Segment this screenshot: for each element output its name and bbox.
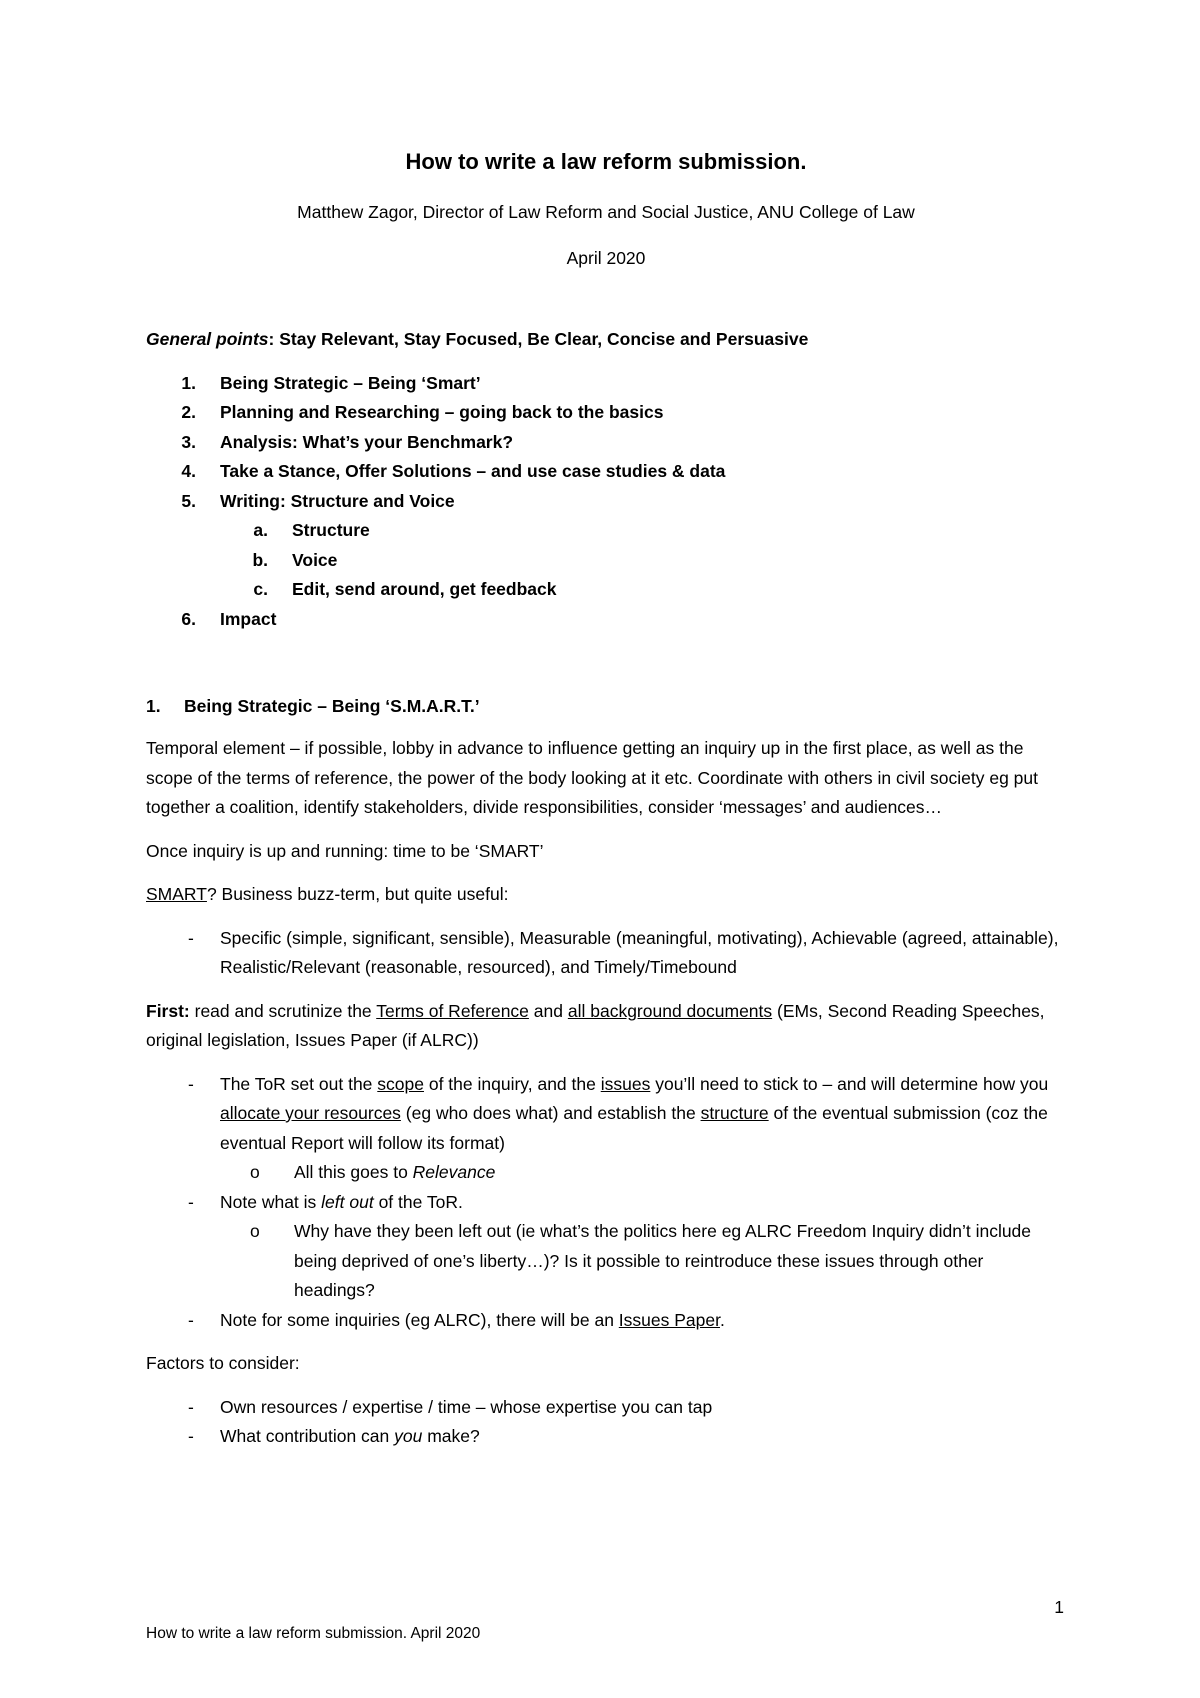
general-points	[146, 327, 1066, 351]
outline-item	[146, 605, 1066, 635]
text-run: of the inquiry, and the	[423, 1073, 601, 1094]
relevance-italic: Relevance	[412, 1162, 496, 1182]
document-title: How to write a law reform submission.	[405, 149, 807, 174]
text-run: and	[528, 1000, 568, 1021]
list-item	[146, 924, 1066, 983]
list-item	[146, 1393, 1066, 1423]
tor-list	[146, 1070, 1066, 1336]
dash-marker: -	[188, 1191, 194, 1212]
general-points-text: Stay Relevant, Stay Focused, Be Clear, Concise and Persuasive	[279, 329, 809, 349]
outline-item-text: Voice	[292, 549, 338, 570]
list-item	[146, 1422, 1066, 1452]
dash-marker: -	[188, 927, 194, 948]
smart-definition-paragraph	[146, 880, 1066, 910]
outline-item-number: 1.	[181, 372, 196, 393]
sub-list-item-text: Why have they been left out (ie what’s the politics here eg ALRC Freedom Inquiry didn’t include being deprived of one’s liberty…)? Is it possible to reintroduce these issues through other headings?	[294, 1221, 1032, 1300]
first-paragraph	[146, 997, 1066, 1056]
outline-item-number: 4.	[181, 461, 196, 481]
sub-list-item	[220, 1217, 1066, 1306]
allocate-resources-underlined: allocate your resources	[220, 1103, 401, 1123]
outline-item-text: Edit, send around, get feedback	[292, 579, 557, 599]
background-documents-underlined: all background documents	[567, 1000, 773, 1021]
text-run: Note what is	[220, 1191, 322, 1212]
smart-intro-paragraph: Once inquiry is up and running: time to be ‘SMART’	[146, 840, 544, 861]
outline-subitem	[146, 516, 1066, 546]
smart-underlined: SMART	[146, 884, 207, 904]
outline-item-number: a.	[253, 520, 268, 540]
dash-marker: -	[188, 1309, 194, 1330]
smart-rest: ? Business buzz-term, but quite useful:	[206, 884, 509, 904]
outline-item-number: 2.	[181, 402, 196, 422]
you-italic: you	[394, 1426, 423, 1446]
outline-item-text: Impact	[220, 608, 277, 629]
outline-item-text: Analysis: What’s your Benchmark?	[220, 431, 514, 452]
outline-item-number: b.	[252, 549, 268, 570]
factors-list	[146, 1393, 1066, 1452]
outline-item-text: Writing: Structure and Voice	[220, 490, 455, 511]
page-number: 1	[1054, 1597, 1064, 1617]
page-content	[146, 148, 1066, 1452]
author-line: Matthew Zagor, Director of Law Reform and Social Justice, ANU College of Law	[297, 202, 915, 222]
outline-item	[146, 457, 1066, 487]
dash-marker: -	[188, 1396, 194, 1417]
outline-item	[146, 369, 1066, 399]
outline-subitem	[146, 575, 1066, 605]
temporal-paragraph: Temporal element – if possible, lobby in advance to influence getting an inquiry up in the first place, as well as the scope of the terms of reference, the power of the body looking at it etc. Coordinate with others in civil society eg put together a coalition, identify stakeholders, divide responsibilities, consider ‘messages’ and audiences…	[146, 738, 1039, 817]
section-number: 1.	[146, 696, 161, 716]
dash-marker: -	[188, 1073, 194, 1094]
circle-marker: o	[250, 1221, 260, 1241]
left-out-italic: left out	[321, 1191, 374, 1212]
smart-list	[146, 924, 1066, 983]
outline-item-text: Being Strategic – Being ‘Smart’	[220, 372, 481, 393]
section-heading-text: Being Strategic – Being ‘S.M.A.R.T.’	[184, 696, 480, 716]
text-run: The ToR set out the	[220, 1073, 378, 1094]
first-label: First:	[146, 1000, 190, 1021]
scope-underlined: scope	[377, 1073, 424, 1094]
section-1-heading	[146, 694, 1066, 718]
text-run: of the eventual submission (coz the eventual Report will follow its format)	[220, 1103, 1048, 1153]
text-run: All this goes to	[294, 1162, 413, 1182]
outline-item-text: Take a Stance, Offer Solutions – and use case studies & data	[220, 461, 726, 481]
terms-of-reference-underlined: Terms of Reference	[376, 1000, 529, 1021]
outline-item-number: 5.	[181, 490, 196, 511]
outline-list	[146, 369, 1066, 635]
text-run: read and scrutinize the	[189, 1000, 377, 1021]
structure-underlined: structure	[700, 1103, 769, 1123]
general-points-colon: :	[268, 329, 280, 349]
issues-underlined: issues	[600, 1073, 651, 1094]
outline-item-number: c.	[253, 579, 268, 599]
text-run: .	[719, 1309, 725, 1330]
factors-label: Factors to consider:	[146, 1353, 300, 1373]
text-run: (EMs, Second Reading Speeches, original legislation, Issues Paper (if ALRC))	[146, 1000, 1045, 1050]
document-date: April 2020	[566, 248, 646, 268]
outline-item-text: Structure	[292, 520, 370, 540]
page-footer: How to write a law reform submission. April 2020	[146, 1625, 481, 1642]
general-points-label: General points	[146, 329, 269, 349]
outline-item-number: 3.	[181, 431, 196, 452]
circle-marker: o	[250, 1162, 260, 1182]
text-run: make?	[422, 1426, 480, 1446]
text-run: Note for some inquiries (eg ALRC), there will be an	[220, 1309, 619, 1330]
list-item-text: Own resources / expertise / time – whose expertise you can tap	[220, 1396, 713, 1417]
outline-item	[146, 487, 1066, 517]
tor-sublist	[220, 1158, 1066, 1188]
outline-item	[146, 428, 1066, 458]
issues-paper-underlined: Issues Paper	[618, 1309, 720, 1330]
list-item-text: Specific (simple, significant, sensible), Measurable (meaningful, motivating), Achievable (agreed, attainable), Realistic/Relevant (reasonable, resourced), and Timely/Timebound	[220, 927, 1059, 977]
outline-item-text: Planning and Researching – going back to the basics	[220, 402, 664, 422]
leftout-sublist	[220, 1217, 1066, 1306]
list-item	[146, 1070, 1066, 1188]
text-run: of the ToR.	[373, 1191, 463, 1212]
outline-item	[146, 398, 1066, 428]
outline-subitem	[146, 546, 1066, 576]
text-run: you’ll need to stick to – and will determine how you	[650, 1073, 1049, 1094]
list-item	[146, 1188, 1066, 1306]
sub-list-item	[220, 1158, 1066, 1188]
text-run: What contribution can	[220, 1426, 395, 1446]
dash-marker: -	[188, 1426, 194, 1446]
text-run: (eg who does what) and establish the	[400, 1103, 701, 1123]
outline-item-number: 6.	[181, 608, 196, 629]
list-item	[146, 1306, 1066, 1336]
